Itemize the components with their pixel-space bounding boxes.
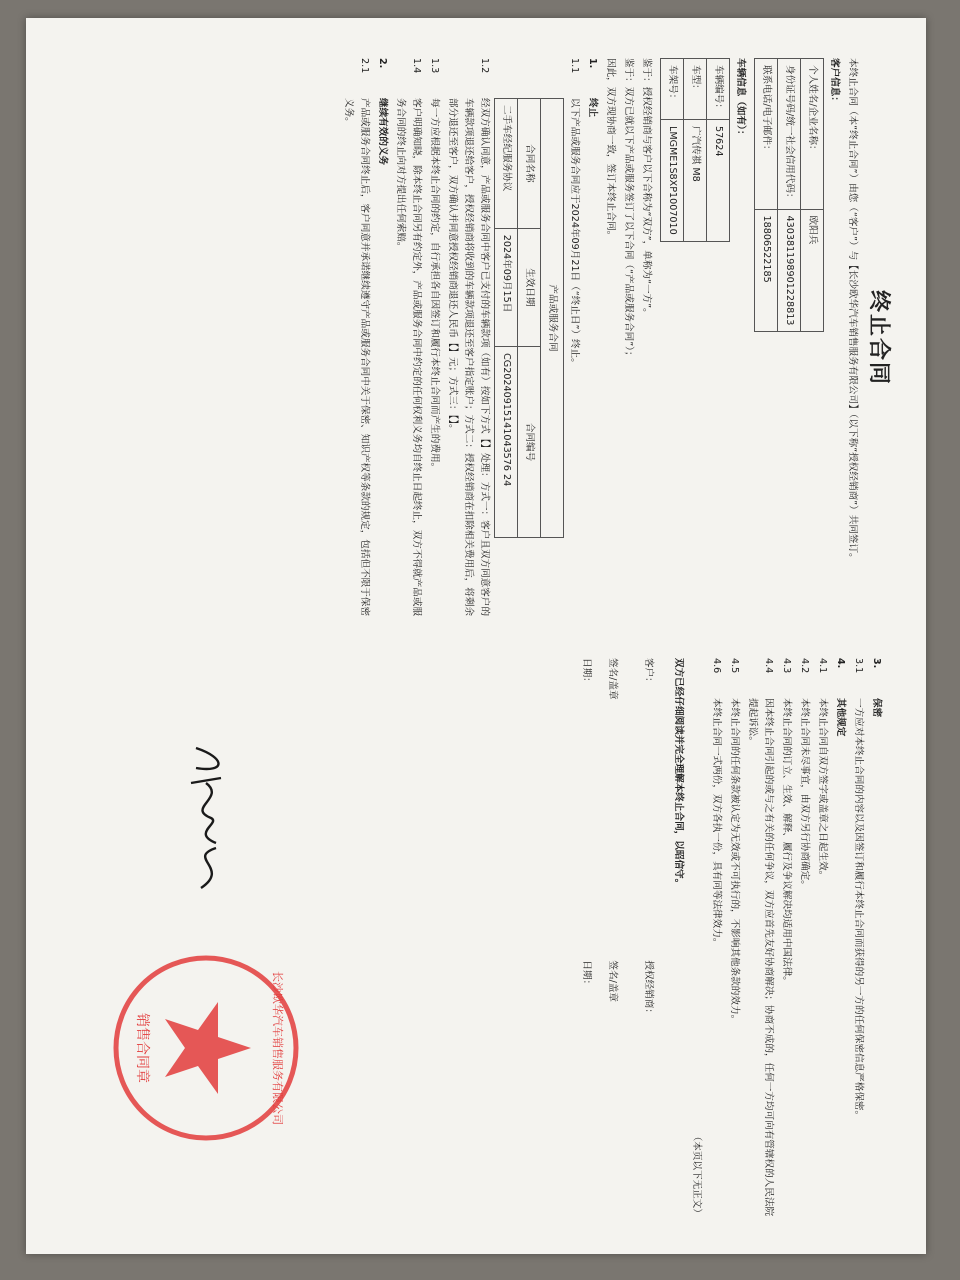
- dealer-date-label: 日期：: [581, 960, 592, 990]
- cell-label: 车架号：: [661, 59, 684, 120]
- customer-date-label: 日期：: [581, 658, 592, 687]
- cell-value: 欧阳兵: [801, 209, 824, 332]
- vehicle-label: 车辆信息（如有）：: [735, 58, 746, 140]
- section-2-heading: 2. 继续有效的义务: [374, 58, 390, 618]
- clause-1-2: 1.2 经双方确认同意，产品或服务合同中客户已支付的车辆款项（如有）按如下方式【】处理：方式一：客户且双方同意客户的车辆款项退还给客户，授权经销商将收到的车辆款项退还至客户指定账户；方式二：授权经销商在扣除相关费用后，将剩余部分退还至客户，双方确认并同意授权经销商退还人民币【】元；方式三：【】。: [444, 58, 492, 618]
- clause-2-1: 2.1 产品或服务合同终止后，客户同意并承诺继续遵守产品或服务合同中关于保密、知识产权等条款的规定，包括但不限于保密义务。: [340, 58, 372, 618]
- cell-value: 广汽传祺 M8: [684, 119, 707, 241]
- clause-3-1: 3.1 一方应对本终止合同的内容以及因签订和履行本终止合同而获得的另一方的任何保密信息严格保密。: [850, 658, 866, 1218]
- table-header: 产品或服务合同: [541, 99, 564, 538]
- cell-label: 车辆编号：: [707, 59, 730, 120]
- table-row: [755, 59, 778, 332]
- company-stamp-icon: [106, 948, 306, 1148]
- clause-1-1: 1.1 以下产品或服务合同应于2024年09月21日（“终止日”）终止。: [566, 58, 582, 618]
- clause-text: 本终止合同的订立、生效、解释、履行及争议解决均适用中国法律。: [781, 698, 792, 986]
- clause-text: 因本终止合同引起的或与之有关的任何争议，双方应首先友好协商解决；协商不成的，任何一方均可向有管辖权的人民法院提起诉讼。: [747, 698, 774, 1217]
- section-1-heading: [584, 58, 600, 618]
- clause-4-2: 4.2 本终止合同未尽事宜，由双方另行协商确定。: [796, 658, 812, 1218]
- column-header: 合同编号: [518, 347, 541, 538]
- clause-text: 本终止合同的任何条款被认定为无效或不可执行的，不影响其他条款的效力。: [729, 698, 740, 1025]
- section-4-heading: 4. 其他规定: [832, 658, 848, 1218]
- left-page: [46, 58, 891, 618]
- table-row: [518, 99, 541, 538]
- clause-1-3: 1.3 每一方应根据本终止合同的约定，自行承担各自因签订和履行本终止合同而产生的费用。: [426, 58, 442, 618]
- cell-value: 2024年09月15日: [495, 228, 518, 346]
- vehicle-table: [660, 58, 730, 242]
- cell-value: LMGME1S8XP1007010: [661, 119, 684, 241]
- stamp-company: 长沙欧华汽车销售服务有限公司: [271, 971, 284, 1125]
- end-note: （本页以下无正文）: [691, 1131, 702, 1218]
- dealer-sign-col: [578, 960, 656, 1218]
- dealer-sign-label: 签名/盖章: [607, 960, 618, 1003]
- clause-4-1: 4.1 本终止合同自双方签字或盖章之日起生效。: [814, 658, 830, 1218]
- column-header: 生效日期: [518, 228, 541, 346]
- section-3-heading: 3. 保密: [868, 658, 884, 1218]
- section-title: 其他规定: [835, 698, 846, 737]
- cell-value: CG20240915141043576 24: [495, 347, 518, 538]
- recital: 因此，双方现协商一致，签订本终止合同。: [605, 58, 616, 241]
- clause-text: 本终止合同自双方签字或盖章之日起生效。: [817, 698, 828, 881]
- clause-text: 本终止合同未尽事宜，由双方另行协商确定。: [799, 698, 810, 890]
- column-header: 合同名称: [518, 99, 541, 229]
- clause-1-4: 1.4 客户明确知晓，除本终止合同另有约定外，产品或服务合同中约定的任何权利义务均自终止日起终止，双方不得就产品或服务合同的终止向对方提出任何索赔。: [392, 58, 424, 618]
- section-number: 1.: [587, 58, 598, 69]
- table-header-row: [541, 99, 564, 538]
- table-row: [661, 59, 684, 242]
- stamp-subtitle: 销售合同章: [134, 1013, 150, 1083]
- clause-text: 以下产品或服务合同应于2024年09月21日（“终止日”）终止。: [569, 98, 580, 368]
- clause-text: 本终止合同一式两份，双方各执一份，具有同等法律效力。: [711, 698, 722, 948]
- cell-label: 联系电话/电子邮件：: [755, 59, 778, 210]
- clause-4-4: 4.4 因本终止合同引起的或与之有关的任何争议，双方应首先友好协商解决；协商不成的，任何一方均可向有管辖权的人民法院提起诉讼。: [744, 658, 776, 1218]
- table-row: [684, 59, 707, 242]
- clause-4-5: 4.5 本终止合同的任何条款被认定为无效或不可执行的，不影响其他条款的效力。: [726, 658, 742, 1218]
- cell-value: 57624: [707, 119, 730, 241]
- handwritten-signature: [176, 738, 236, 898]
- recital: 鉴于：双方已就以下产品或服务签订了以下合同（“产品或服务合同”）；: [623, 58, 634, 361]
- clause-text: 一方应对本终止合同的内容以及因签订和履行本终止合同而获得的另一方的任何保密信息严格保密。: [853, 698, 864, 1121]
- clause-text: 每一方应根据本终止合同的约定，自行承担各自因签订和履行本终止合同而产生的费用。: [429, 98, 440, 473]
- customer-sign-label: 签名/盖章: [607, 658, 618, 700]
- table-row: [495, 99, 518, 538]
- table-row: [707, 59, 730, 242]
- customer-sign-col: [578, 658, 656, 916]
- cell-label: 身份证号码/统一社会信用代码：: [778, 59, 801, 210]
- table-row: [801, 59, 824, 332]
- cell-value: 二手车经纪服务协议: [495, 99, 518, 229]
- recital: 鉴于：授权经销商与客户以下合称为“双方”，单称为“一方”。: [641, 58, 652, 318]
- customer-table: [754, 58, 824, 332]
- contract-sheet: [26, 18, 926, 1254]
- clause-4-6: 4.6 本终止合同一式两份，双方各执一份，具有同等法律效力。: [708, 658, 724, 1218]
- table-row: [778, 59, 801, 332]
- contract-table: [494, 98, 564, 538]
- signature-block: [578, 658, 656, 1218]
- intro-text: 本终止合同（本“终止合同”）由您（“客户”）与【长沙欧华汽车销售服务有限公司】（以下称“授权经销商”）共同签订。: [847, 58, 858, 563]
- cell-label: 个人姓名/企业名称：: [801, 59, 824, 210]
- section-title: 保密: [871, 698, 882, 718]
- clause-4-3: 4.3 本终止合同的订立、生效、解释、履行及争议解决均适用中国法律。: [778, 658, 794, 1218]
- dealer-label: 授权经销商：: [643, 960, 654, 1018]
- cell-value: 430381198901228813: [778, 209, 801, 332]
- cell-label: 车型：: [684, 59, 707, 120]
- customer-label: 客户：: [643, 658, 654, 687]
- clause-text: 经双方确认同意，产品或服务合同中客户已支付的车辆款项（如有）按如下方式【】处理：方式一：客户且双方同意客户的车辆款项退还给客户，授权经销商将收到的车辆款项退还至客户指定账户；方式二：授权经销商在扣除相关费用后，将剩余部分退还至客户，双方确认并同意授权经销商退还人民币【】元；方式三：【】。: [447, 98, 490, 617]
- section-title: 继续有效的义务: [377, 98, 388, 166]
- cell-value: 18806522185: [755, 209, 778, 332]
- clause-text: 产品或服务合同终止后，客户同意并承诺继续遵守产品或服务合同中关于保密、知识产权等条款的规定，包括但不限于保密义务。: [343, 98, 370, 617]
- clause-text: 客户明确知晓，除本终止合同另有约定外，产品或服务合同中约定的任何权利义务均自终止日起终止，双方不得就产品或服务合同的终止向对方提出任何索赔。: [395, 98, 422, 617]
- customer-info-label: 客户信息：: [829, 58, 840, 106]
- page-title: 终止合同: [866, 289, 891, 386]
- section-title: 终止: [587, 98, 598, 118]
- acknowledgement: 双方已经仔细阅读并完全理解本终止合同，以昭信守。: [673, 658, 684, 889]
